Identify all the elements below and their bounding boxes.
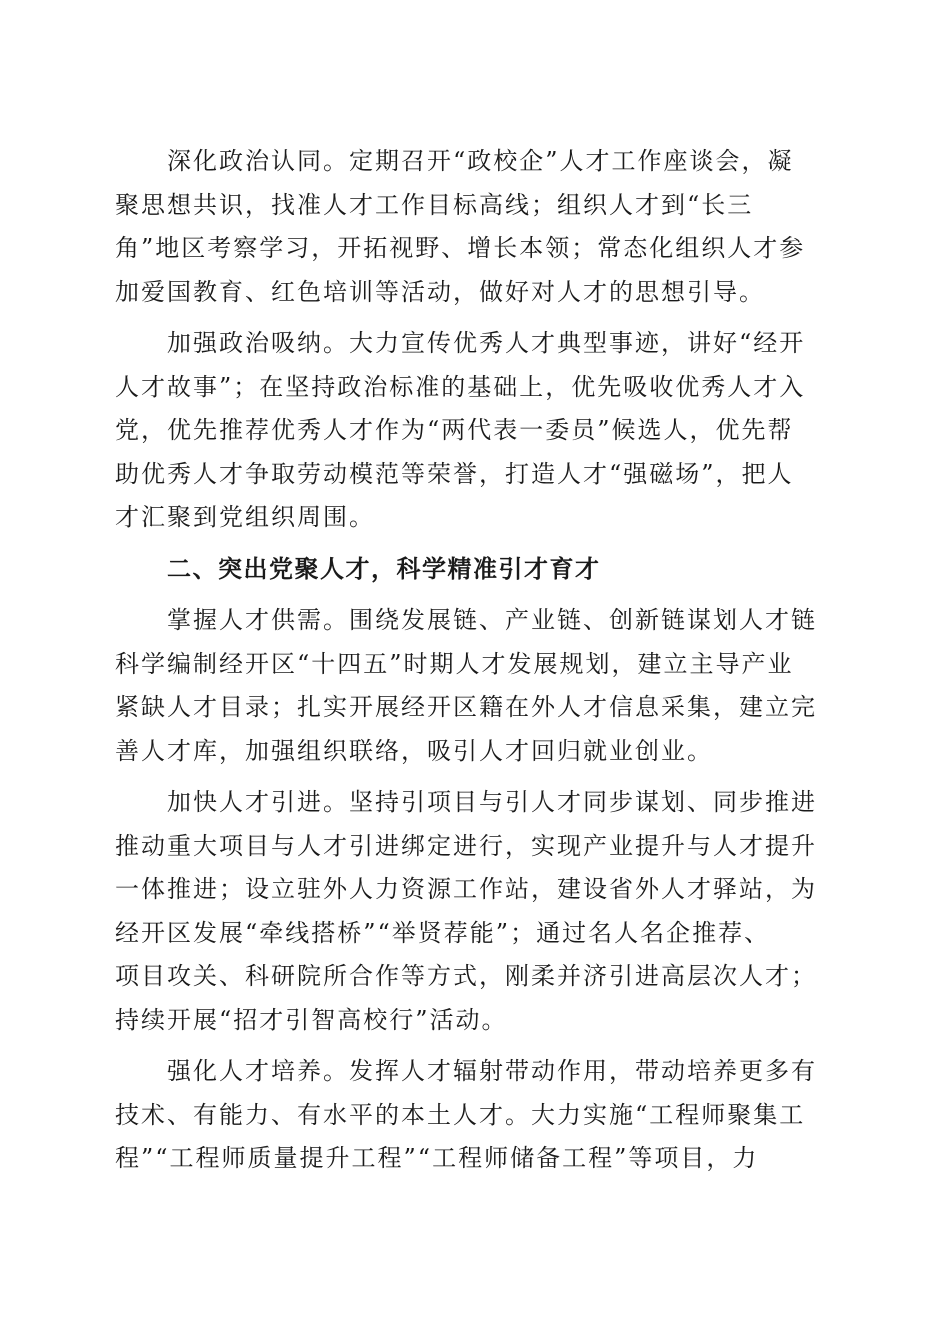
section-heading: 二、突出党聚人才，科学精准引才育才 bbox=[167, 554, 601, 583]
paragraph-strengthen-talent-training: 强化人才培养。发挥人才辐射带动作用，带动培养更多有 技术、有能力、有水平的本土人才。大力实施“工程师聚集工 程”“工程师质量提升工程”“工程师储备工程”等项目，力 bbox=[115, 1057, 817, 1172]
document-page bbox=[115, 140, 835, 1181]
paragraph-grasp-talent-demand: 掌握人才供需。围绕发展链、产业链、创新链谋划人才链 科学编制经开区“十四五”时期人才发展规划，建立主导产业 紧缺人才目录；扎实开展经开区籍在外人才信息采集，建立完 善人才库，加强组织联络，吸引人才回归就业创业。 bbox=[115, 606, 817, 765]
paragraph-strengthen-political-absorption: 加强政治吸纳。大力宣传优秀人才典型事迹，讲好“经开 人才故事”；在坚持政治标准的基础上，优先吸收优秀人才入 党，优先推荐优秀人才作为“两代表一委员”候选人，优先帮 助优秀人才争取劳动模范等荣誉，打造人才“强磁场”，把人 才汇聚到党组织周围。 bbox=[115, 329, 806, 531]
paragraph-accelerate-talent-introduction: 加快人才引进。坚持引项目与引人才同步谋划、同步推进 推动重大项目与人才引进绑定进行，实现产业提升与人才提升 一体推进；设立驻外人力资源工作站，建设省外人才驿站，为 经开区发展“牵线搭桥”“举贤荐能”；通过名人名企推荐、 项目攻关、科研院所合作等方式，刚柔并济引进高层次人才； 持续开展“招才引智高校行”活动。 bbox=[115, 788, 817, 1034]
paragraph-deepen-political-identity: 深化政治认同。定期召开“政校企”人才工作座谈会，凝 聚思想共识，找准人才工作目标高线；组织人才到“长三 角”地区考察学习，开拓视野、增长本领；常态化组织人才参 加爱国教育、红色培训等活动，做好对人才的思想引导。 bbox=[115, 147, 806, 306]
